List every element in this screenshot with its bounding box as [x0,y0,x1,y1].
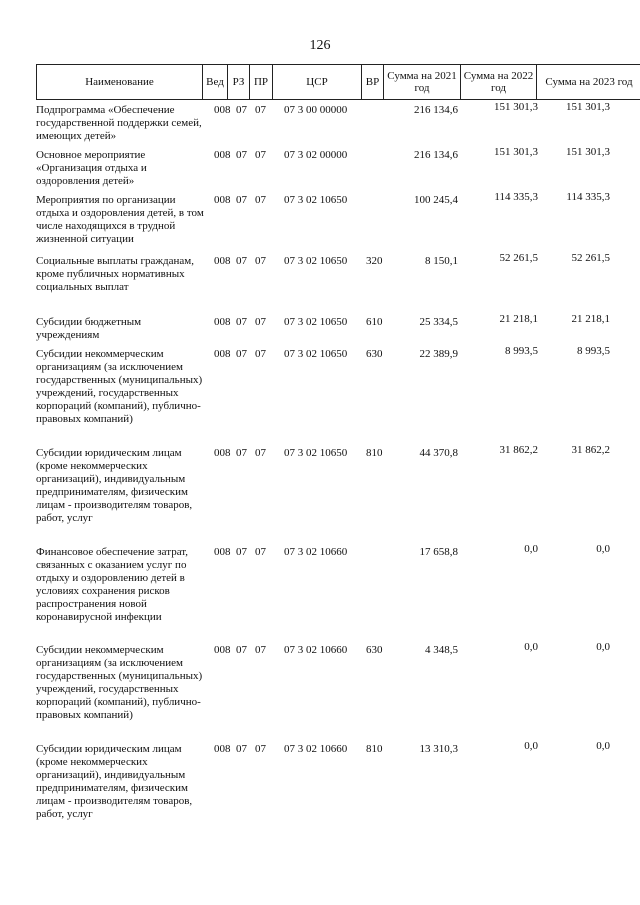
row-vr: 610 [366,316,383,328]
row-csr: 07 3 00 00000 [284,104,348,116]
row-sum-2023: 0,0 [596,543,610,555]
row-name: Основное мероприятие «Организация отдыха и оздоровления детей» [36,149,147,187]
row-csr: 07 3 02 10660 [284,644,348,656]
row-sum-2021: 100 245,4 [414,194,458,206]
row-csr: 07 3 02 10650 [284,348,348,360]
row-pr: 07 [255,194,266,206]
row-pr: 07 [255,546,266,558]
row-ved: 008 [214,194,231,206]
row-sum-2021: 25 334,5 [419,316,458,328]
table-header [36,64,640,100]
row-sum-2021: 4 348,5 [425,644,458,656]
row-sum-2021: 44 370,8 [419,447,458,459]
row-ved: 008 [214,104,231,116]
row-name: Социальные выплаты гражданам, кроме публичных нормативных социальных выплат [36,255,194,293]
row-pr: 07 [255,447,266,459]
row-name: Субсидии бюджетным учреждениям [36,316,142,341]
row-sum-2023: 21 218,1 [571,313,610,325]
row-sum-2023: 151 301,3 [566,101,610,113]
row-rz: 07 [236,447,247,459]
header-csr: ЦСР [273,65,362,99]
row-sum-2022: 31 862,2 [499,444,538,456]
row-ved: 008 [214,644,231,656]
row-name: Субсидии некоммерческим организациям (за исключением государственных (муниципальных) учреждений, государственных корпораций (компаний), публично-правовых компаний) [36,644,203,721]
row-pr: 07 [255,104,266,116]
header-ved: Вед [203,65,228,99]
header-rz: РЗ [228,65,250,99]
row-sum-2023: 31 862,2 [571,444,610,456]
row-sum-2023: 0,0 [596,740,610,752]
row-pr: 07 [255,348,266,360]
header-sum-2022: Сумма на 2022 год [461,65,537,99]
row-sum-2022: 8 993,5 [505,345,538,357]
row-sum-2022: 114 335,3 [494,191,538,203]
header-pr: ПР [250,65,273,99]
row-sum-2023: 8 993,5 [577,345,610,357]
page-number: 126 [309,38,331,53]
row-csr: 07 3 02 10650 [284,194,348,206]
row-ved: 008 [214,546,231,558]
row-rz: 07 [236,743,247,755]
row-csr: 07 3 02 00000 [284,149,348,161]
row-pr: 07 [255,316,266,328]
header-name: Наименование [37,65,203,99]
row-pr: 07 [255,743,266,755]
row-ved: 008 [214,348,231,360]
row-sum-2021: 216 134,6 [414,149,458,161]
row-sum-2021: 216 134,6 [414,104,458,116]
row-sum-2021: 17 658,8 [419,546,458,558]
header-sum-2021: Сумма на 2021 год [384,65,461,99]
row-vr: 630 [366,644,383,656]
row-csr: 07 3 02 10650 [284,447,348,459]
row-ved: 008 [214,743,231,755]
row-rz: 07 [236,104,247,116]
row-sum-2022: 151 301,3 [494,146,538,158]
row-sum-2022: 151 301,3 [494,101,538,113]
row-csr: 07 3 02 10650 [284,316,348,328]
row-rz: 07 [236,194,247,206]
row-csr: 07 3 02 10660 [284,743,348,755]
row-ved: 008 [214,255,231,267]
row-rz: 07 [236,255,247,267]
row-sum-2021: 22 389,9 [419,348,458,360]
row-rz: 07 [236,546,247,558]
row-sum-2022: 52 261,5 [499,252,538,264]
row-sum-2023: 0,0 [596,641,610,653]
row-sum-2022: 0,0 [524,543,538,555]
row-pr: 07 [255,644,266,656]
row-vr: 810 [366,447,383,459]
row-vr: 810 [366,743,383,755]
row-sum-2023: 114 335,3 [566,191,610,203]
row-rz: 07 [236,644,247,656]
row-ved: 008 [214,149,231,161]
row-sum-2023: 151 301,3 [566,146,610,158]
row-sum-2023: 52 261,5 [571,252,610,264]
row-name: Подпрограмма «Обеспечение государственной поддержки семей, имеющих детей» [36,104,202,142]
row-rz: 07 [236,348,247,360]
row-name: Субсидии юридическим лицам (кроме некоммерческих организаций), индивидуальным предпринимателям, физическим лицам - производителям товаров, работ, услуг [36,743,193,820]
budget-table [36,64,640,820]
row-name: Субсидии некоммерческим организациям (за исключением государственных (муниципальных) учреждений, государственных корпораций (компаний), публично-правовых компаний) [36,348,203,425]
row-vr: 320 [366,255,383,267]
row-csr: 07 3 02 10660 [284,546,348,558]
row-sum-2022: 0,0 [524,740,538,752]
row-ved: 008 [214,447,231,459]
row-ved: 008 [214,316,231,328]
row-name: Субсидии юридическим лицам (кроме некоммерческих организаций), индивидуальным предпринимателям, физическим лицам - производителям товаров, работ, услуг [36,447,193,524]
row-csr: 07 3 02 10650 [284,255,348,267]
row-vr: 630 [366,348,383,360]
row-sum-2021: 13 310,3 [419,743,458,755]
row-sum-2021: 8 150,1 [425,255,458,267]
row-name: Мероприятия по организации отдыха и оздоровления детей, в том числе находящихся в трудной жизненной ситуации [36,194,204,245]
row-pr: 07 [255,149,266,161]
row-sum-2022: 0,0 [524,641,538,653]
row-name: Финансовое обеспечение затрат, связанных с оказанием услуг по отдыху и оздоровлению детей в условиях сохранения рисков распространения новой коронавирусной инфекции [36,546,189,623]
row-rz: 07 [236,149,247,161]
header-sum-2023: Сумма на 2023 год [545,76,633,88]
row-sum-2022: 21 218,1 [499,313,538,325]
header-vr: ВР [362,65,384,99]
row-pr: 07 [255,255,266,267]
row-rz: 07 [236,316,247,328]
